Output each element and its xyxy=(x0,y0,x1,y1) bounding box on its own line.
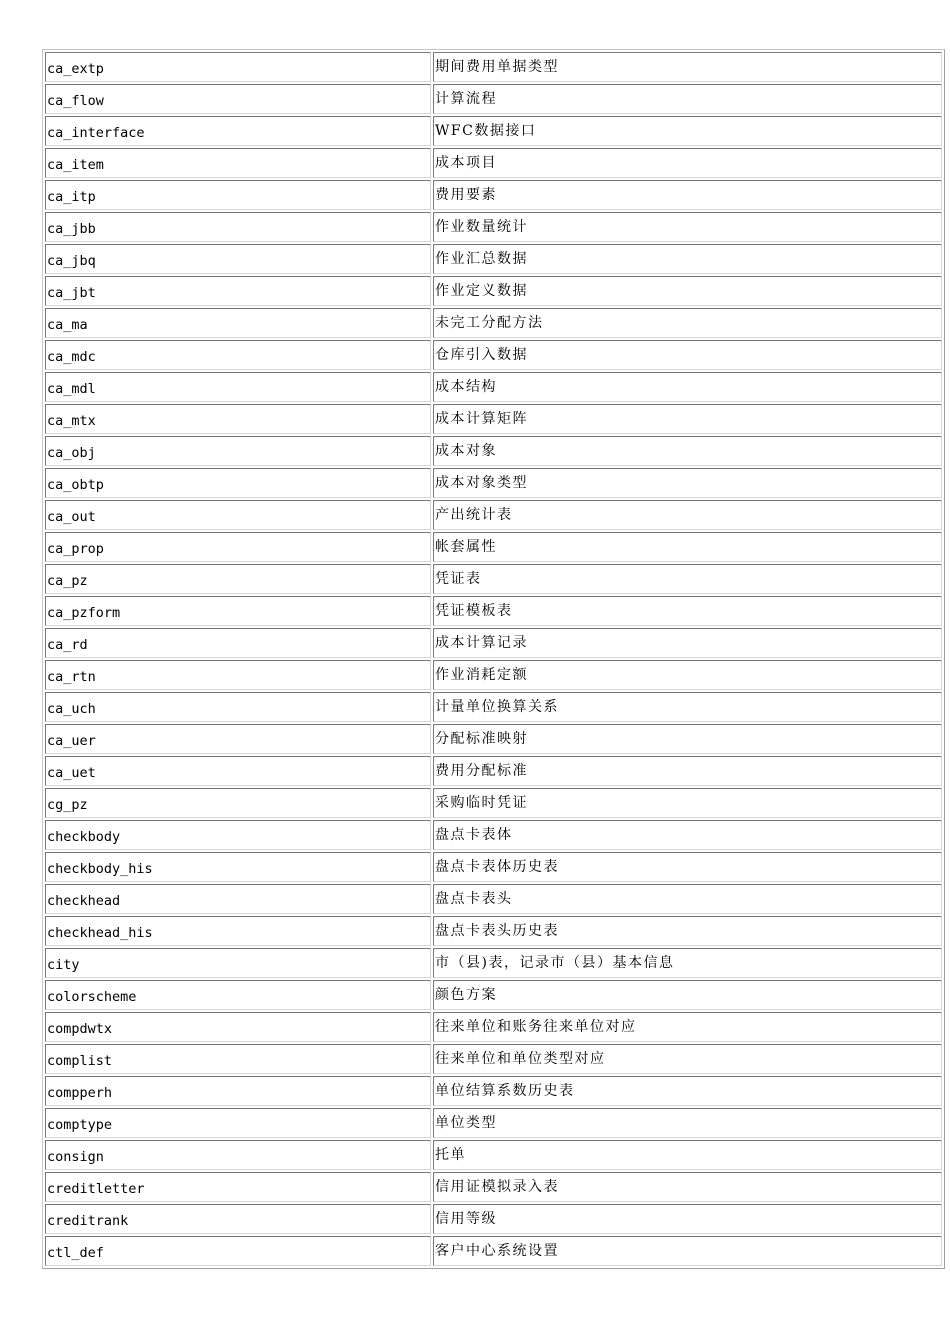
table-name-cell: creditrank xyxy=(45,1204,431,1234)
table-description-cell: 仓库引入数据 xyxy=(433,340,942,370)
table-name-cell: ca_pzform xyxy=(45,596,431,626)
table-name-cell: ca_ma xyxy=(45,308,431,338)
table-description-cell: 往来单位和账务往来单位对应 xyxy=(433,1012,942,1042)
table-description-cell: 凭证表 xyxy=(433,564,942,594)
table-name-cell: complist xyxy=(45,1044,431,1074)
table-description-cell: 成本对象 xyxy=(433,436,942,466)
table-row xyxy=(45,1236,942,1266)
table-description-cell: 期间费用单据类型 xyxy=(433,52,942,82)
table-description-cell: 往来单位和单位类型对应 xyxy=(433,1044,942,1074)
table-description-cell: 采购临时凭证 xyxy=(433,788,942,818)
table-row xyxy=(45,948,942,978)
table-row xyxy=(45,660,942,690)
table-name-cell: compdwtx xyxy=(45,1012,431,1042)
table-name-cell: cg_pz xyxy=(45,788,431,818)
table-row xyxy=(45,1108,942,1138)
table-row xyxy=(45,916,942,946)
table-row xyxy=(45,1172,942,1202)
table-name-cell: ca_prop xyxy=(45,532,431,562)
table-row xyxy=(45,340,942,370)
table-name-cell: comptype xyxy=(45,1108,431,1138)
table-name-cell: ca_flow xyxy=(45,84,431,114)
table-description-cell: 未完工分配方法 xyxy=(433,308,942,338)
table-description-cell: 市（县)表，记录市（县）基本信息 xyxy=(433,948,942,978)
table-name-cell: ca_mdc xyxy=(45,340,431,370)
table-row xyxy=(45,1076,942,1106)
table-row xyxy=(45,180,942,210)
table-row xyxy=(45,148,942,178)
table-name-cell: ca_itp xyxy=(45,180,431,210)
table-row xyxy=(45,1140,942,1170)
table-name-cell: ca_uet xyxy=(45,756,431,786)
table-row xyxy=(45,212,942,242)
table-row xyxy=(45,276,942,306)
table-description-cell: 客户中心系统设置 xyxy=(433,1236,942,1266)
table-name-cell: checkhead_his xyxy=(45,916,431,946)
table-row xyxy=(45,500,942,530)
table-row xyxy=(45,820,942,850)
table-row xyxy=(45,628,942,658)
table-description-cell: 盘点卡表头历史表 xyxy=(433,916,942,946)
table-description-cell: 作业定义数据 xyxy=(433,276,942,306)
table-row xyxy=(45,308,942,338)
table-name-cell: checkhead xyxy=(45,884,431,914)
table-name-cell: colorscheme xyxy=(45,980,431,1010)
table-name-cell: city xyxy=(45,948,431,978)
table-row xyxy=(45,1044,942,1074)
table-row xyxy=(45,1012,942,1042)
table-row xyxy=(45,724,942,754)
table-description-cell: 凭证模板表 xyxy=(433,596,942,626)
table-row xyxy=(45,116,942,146)
table-description-cell: 盘点卡表头 xyxy=(433,884,942,914)
table-row xyxy=(45,468,942,498)
table-description-cell: 成本计算记录 xyxy=(433,628,942,658)
table-description-cell: 计量单位换算关系 xyxy=(433,692,942,722)
table-name-cell: ca_obj xyxy=(45,436,431,466)
table-name-cell: ca_jbt xyxy=(45,276,431,306)
table-description-cell: 帐套属性 xyxy=(433,532,942,562)
table-name-cell: compperh xyxy=(45,1076,431,1106)
table-row xyxy=(45,788,942,818)
table-name-cell: ca_item xyxy=(45,148,431,178)
table-name-cell: ca_obtp xyxy=(45,468,431,498)
table-row xyxy=(45,1204,942,1234)
table-description-cell: 作业消耗定额 xyxy=(433,660,942,690)
table-description-cell: 信用等级 xyxy=(433,1204,942,1234)
table-row xyxy=(45,372,942,402)
table-name-cell: ca_out xyxy=(45,500,431,530)
table-description-cell: 单位结算系数历史表 xyxy=(433,1076,942,1106)
table-name-cell: ca_jbb xyxy=(45,212,431,242)
table-description-cell: 盘点卡表体历史表 xyxy=(433,852,942,882)
table-row xyxy=(45,564,942,594)
table-row xyxy=(45,756,942,786)
table-description-cell: 盘点卡表体 xyxy=(433,820,942,850)
table-row xyxy=(45,52,942,82)
table-name-cell: ca_jbq xyxy=(45,244,431,274)
table-name-cell: checkbody_his xyxy=(45,852,431,882)
table-row xyxy=(45,436,942,466)
table-name-cell: creditletter xyxy=(45,1172,431,1202)
table-name-cell: ca_rtn xyxy=(45,660,431,690)
table-description-cell: WFC数据接口 xyxy=(433,116,942,146)
table-name-cell: ca_pz xyxy=(45,564,431,594)
table-row xyxy=(45,596,942,626)
table-dictionary xyxy=(42,49,945,1269)
table-row xyxy=(45,692,942,722)
table-name-cell: ctl_def xyxy=(45,1236,431,1266)
table-row xyxy=(45,244,942,274)
table-description-cell: 成本结构 xyxy=(433,372,942,402)
table-description-cell: 信用证模拟录入表 xyxy=(433,1172,942,1202)
table-name-cell: checkbody xyxy=(45,820,431,850)
table-description-cell: 费用要素 xyxy=(433,180,942,210)
table-name-cell: ca_uer xyxy=(45,724,431,754)
table-description-cell: 颜色方案 xyxy=(433,980,942,1010)
table-description-cell: 产出统计表 xyxy=(433,500,942,530)
table-description-cell: 成本计算矩阵 xyxy=(433,404,942,434)
table-row xyxy=(45,404,942,434)
table-description-cell: 作业数量统计 xyxy=(433,212,942,242)
table-name-cell: consign xyxy=(45,1140,431,1170)
table-row xyxy=(45,884,942,914)
table-description-cell: 计算流程 xyxy=(433,84,942,114)
table-name-cell: ca_interface xyxy=(45,116,431,146)
table-description-cell: 分配标准映射 xyxy=(433,724,942,754)
table-row xyxy=(45,84,942,114)
table-name-cell: ca_rd xyxy=(45,628,431,658)
table-name-cell: ca_extp xyxy=(45,52,431,82)
table-description-cell: 成本项目 xyxy=(433,148,942,178)
table-row xyxy=(45,980,942,1010)
table-name-cell: ca_mdl xyxy=(45,372,431,402)
table-description-cell: 成本对象类型 xyxy=(433,468,942,498)
table-name-cell: ca_uch xyxy=(45,692,431,722)
table-row xyxy=(45,532,942,562)
table-description-cell: 费用分配标准 xyxy=(433,756,942,786)
table-description-cell: 作业汇总数据 xyxy=(433,244,942,274)
table-row xyxy=(45,852,942,882)
table-description-cell: 单位类型 xyxy=(433,1108,942,1138)
table-body xyxy=(45,52,942,1266)
table-description-cell: 托单 xyxy=(433,1140,942,1170)
table-name-cell: ca_mtx xyxy=(45,404,431,434)
